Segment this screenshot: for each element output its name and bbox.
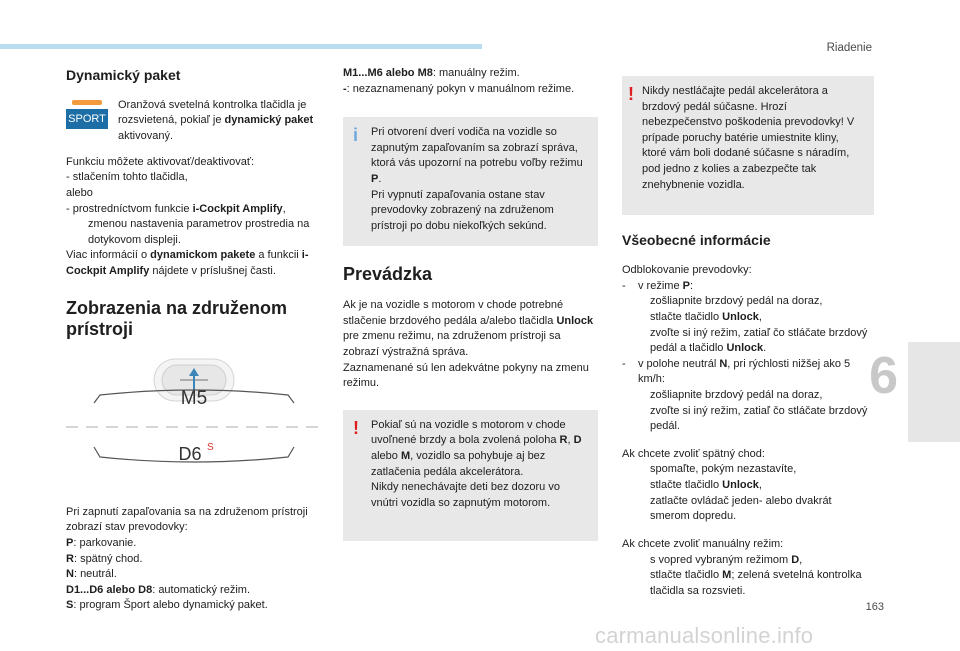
column-left: [66, 66, 320, 614]
step-key: D: [791, 553, 800, 566]
warning-icon: !: [353, 417, 359, 438]
gear-state-item: [66, 536, 320, 552]
manual-steps: [622, 553, 874, 600]
step-item: [622, 404, 874, 435]
gear-state-text: : program Šport alebo dynamický paket.: [73, 599, 268, 612]
activation-or: alebo: [66, 186, 93, 199]
column-middle: [343, 66, 598, 541]
step-text-end: ,: [799, 553, 803, 566]
info-icon: i: [353, 125, 359, 146]
park-steps: [622, 294, 874, 356]
step-item: [622, 478, 874, 494]
gear-state-key: R: [66, 552, 74, 565]
heading-displays: Zobrazenia na združenom prístroji: [66, 297, 288, 340]
reverse-intro: Ak chcete zvoliť spätný chod:: [622, 447, 765, 460]
cluster-drawing: [66, 355, 320, 495]
step-text: stlačte tlačidlo: [650, 310, 723, 323]
info-note-text-2: Pri vypnutí zapaľovania ostane stav prevodovky zobrazený na združenom prístroji po dobu niekoľkých sekúnd.: [371, 188, 554, 232]
sport-section: [66, 96, 320, 145]
step-item: [622, 462, 874, 478]
heading-dynamic-pack: Dynamický paket: [66, 67, 181, 83]
page-number: 163: [865, 601, 884, 613]
step-text: stlačte tlačidlo: [650, 569, 723, 582]
step-item: [622, 494, 874, 525]
step-text: s vopred vybraným režimom: [650, 553, 792, 566]
activation-intro: Funkciu môžete aktivovať/deaktivovať:: [66, 155, 255, 168]
sport-description: Oranžová svetelná kontrolka tlačidla je rozsvietená, pokiaľ je dynamický paket aktivovaný.: [118, 98, 314, 143]
unlock-intro: Odblokovanie prevodovky:: [622, 264, 752, 277]
step-text-end: ,: [758, 310, 762, 323]
sport-indicator-light: [72, 100, 102, 105]
gear-state-item: [66, 598, 320, 614]
operation-text-2: Zaznamenané sú len adekvátne pokyny na zmenu režimu.: [343, 361, 589, 390]
step-key: Unlock: [722, 310, 759, 323]
sport-label: SPORT: [66, 109, 108, 129]
chapter-tab: [908, 342, 960, 442]
warning-note: [343, 410, 598, 542]
gear-state-item: [66, 552, 320, 568]
gear-state-text: : spätný chod.: [73, 552, 143, 565]
header-bar: [0, 44, 482, 49]
step-text: spomaľte, pokým nezastavíte,: [650, 463, 797, 476]
gear-state-key: N: [66, 568, 74, 581]
activation-item-2: - prostredníctvom funkcie i-Cockpit Amplify, zmenou nastavenia parametrov prostredia na dotykovom displeji.: [66, 202, 310, 246]
unlock-case-neutral: - v polohe neutrál N, pri rýchlosti nižšej ako 5 km/h:: [622, 357, 851, 386]
step-text: zatlačte ovládač jeden- alebo dvakrát smerom dopredu.: [650, 494, 832, 523]
pedals-warning-text: Nikdy nestláčajte pedál akcelerátora a brzdový pedál súčasne. Hrozí nebezpečenstvo poškodenia prevodovky! V prípade poruchy batérie umiestnite kliny, ktoré vám boli dodané súčasne s náradím, pod jedno z kolies a zabezpečte tak znehybnenie vozidla.: [642, 85, 855, 191]
gear-state-item: [66, 567, 320, 583]
neutral-steps: [622, 388, 874, 435]
step-item: [622, 388, 874, 404]
warning-note-pedals: [622, 76, 874, 215]
gear-state-text: : neutrál.: [73, 568, 117, 581]
reverse-steps: [622, 462, 874, 524]
column-right: [622, 76, 874, 599]
instrument-cluster-illustration: [66, 355, 320, 495]
gear-state-list: [66, 536, 320, 614]
gear-state-text: : automatický režim.: [152, 583, 251, 596]
chapter-title: Riadenie: [826, 42, 872, 54]
chapter-number: 6: [869, 347, 898, 405]
step-item: [622, 553, 874, 569]
warning-note-text-2: Nikdy nenechávajte deti bez dozoru vo vnútri vozidla so zapnutým motorom.: [371, 481, 560, 509]
step-item: [622, 310, 874, 326]
gear-state-key: D1...D6 alebo D8: [66, 583, 153, 596]
unrecorded-line: -: nezaznamenaný pokyn v manuálnom režime.: [343, 82, 575, 95]
operation-text-1: Ak je na vozidle s motorom v chode potrebné stlačenie brzdového pedála a/alebo tlačidla Unlock pre zmenu režimu, na združenom prístroji sa zobrazí výstražná správa.: [343, 299, 594, 358]
warning-icon: !: [628, 84, 634, 104]
step-item: [622, 568, 874, 599]
step-key: Unlock: [726, 342, 764, 355]
gear-state-key: P: [66, 536, 74, 549]
activation-item-1: - stlačením tohto tlačidla,: [66, 171, 188, 184]
gear-state-text: : parkovanie.: [73, 536, 137, 549]
step-item: [622, 326, 874, 357]
info-note: [343, 117, 598, 246]
more-info-paragraph: Viac informácií o dynamickom pakete a funkcii i-Cockpit Amplify nájdete v príslušnej časti.: [66, 249, 309, 277]
heading-operation: Prevádzka: [343, 264, 433, 285]
step-text: zvoľte si iný režim, zatiaľ čo stláčate brzdový pedál a tlačidlo: [650, 326, 868, 355]
sport-button-icon: [66, 100, 108, 130]
step-text: zošliapnite brzdový pedál na doraz,: [650, 295, 823, 308]
cluster-sport-mark: S: [207, 441, 214, 453]
gear-state-item: [66, 583, 320, 599]
step-item: [622, 294, 874, 310]
step-key: Unlock: [722, 479, 759, 492]
gear-state-key: S: [66, 599, 74, 612]
warning-note-text-1: Pokiaľ sú na vozidle s motorom v chode uvoľnené brzdy a bola zvolená poloha R, D alebo M, vozidlo sa pohybuje aj bez zatlačenia pedála akcelerátora.: [371, 418, 582, 478]
cluster-bottom-gear: D6: [178, 443, 202, 464]
info-note-text-1: Pri otvorení dverí vodiča na vozidle so zapnutým zapaľovaním sa zobrazí správa, ktorá vás upozorní na potrebu voľby režimu P.: [371, 126, 583, 186]
step-text: zvoľte si iný režim, zatiaľ čo stláčate brzdový pedál.: [650, 404, 868, 433]
step-text-end: .: [763, 342, 767, 355]
manual-mode-line: M1...M6 alebo M8: manuálny režim.: [343, 67, 520, 79]
unlock-case-park: - v režime P:: [622, 279, 694, 292]
heading-general-info: Všeobecné informácie: [622, 232, 771, 249]
manual-intro: Ak chcete zvoliť manuálny režim:: [622, 537, 784, 550]
cluster-top-gear: M5: [180, 387, 208, 409]
cluster-intro: Pri zapnutí zapaľovania sa na združenom prístroji zobrazí stav prevodovky:: [66, 505, 308, 534]
step-text: stlačte tlačidlo: [650, 479, 723, 492]
step-text-end: ; zelená svetelná kontrolka tlačidla sa rozsvieti.: [650, 569, 862, 597]
watermark: carmanualsonline.info: [595, 623, 814, 648]
step-text-end: ,: [758, 479, 762, 492]
step-text: zošliapnite brzdový pedál na doraz,: [650, 389, 823, 402]
step-key: M: [722, 569, 732, 582]
